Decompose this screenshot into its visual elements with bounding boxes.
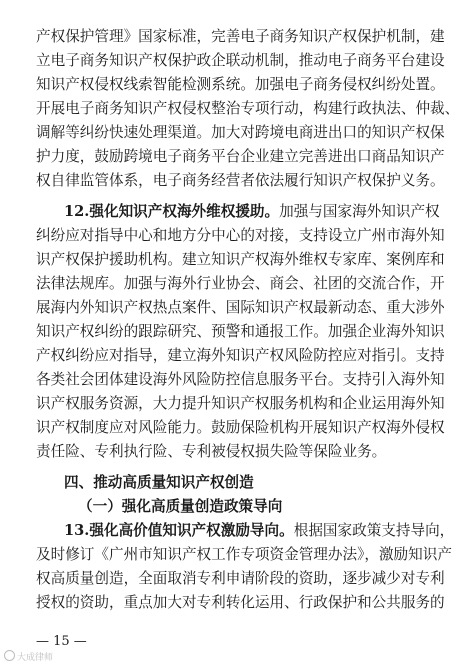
body-line: 各类社会团体建设海外风险防控信息服务平台。支持引入海外知 [36, 371, 445, 388]
body-line: 开展电子商务知识产权侵权整治专项行动，构建行政执法、仲裁、 [36, 100, 460, 117]
subsection-heading: （一）强化高质量创造政策导向 [78, 498, 283, 515]
body-line: 护力度，鼓励跨境电子商务平台企业建立完善进出口商品知识产 [36, 148, 445, 165]
body-line: 责任险、专利执行险、专利被侵权损失险等保险业务。 [36, 443, 387, 460]
body-line: 法律法规库。加强与海外行业协会、商会、社团的交流合作，开 [36, 275, 445, 292]
watermark-logo-icon [4, 650, 15, 661]
body-line: 识产权服务资源，大力提升知识产权服务机构和企业运用海外知 [36, 395, 445, 412]
body-line: 识产权保护援助机构。建立知识产权海外维权专家库、案例库和 [36, 251, 445, 268]
para-12-first-line [64, 201, 440, 223]
page-number: — 15 — [36, 634, 87, 649]
para-12-text: 加强与国家海外知识产权 [279, 203, 440, 220]
body-line: 权高质量创造，全面取消专利申请阶段的资助，逐步减少对专利 [36, 570, 445, 587]
watermark-text: 大成律师 [17, 653, 54, 663]
body-line: 知识产权纠纷的跟踪研究、预警和通报工作。加强企业海外知识 [36, 323, 445, 340]
para-13-heading: 13.强化高价值知识产权激励导向。 [64, 522, 294, 539]
para-12-heading: 12.强化知识产权海外维权援助。 [64, 203, 280, 220]
para-13-text: 根据国家政策支持导向， [293, 522, 455, 539]
body-line: 产权保护管理》国家标准，完善电子商务知识产权保护机制，建 [36, 28, 445, 45]
para-13-first-line [64, 520, 455, 542]
body-line: 展海内外知识产权热点案件、国际知识产权最新动态、重大涉外 [36, 299, 445, 316]
body-line: 纠纷应对指导中心和地方分中心的对接，支持设立广州市海外知 [36, 227, 445, 244]
body-line: 知识产权侵权线索智能检测系统。加强电子商务侵权纠纷处置。 [36, 76, 445, 93]
watermark [4, 650, 53, 663]
body-line: 产权纠纷应对指导，建立海外知识产权风险防控应对指引。支持 [36, 347, 445, 364]
body-line: 授权的资助，重点加大对专利转化运用、行政保护和公共服务的 [36, 594, 445, 611]
body-line: 权自律监管体系，电子商务经营者依法履行知识产权保护义务。 [36, 172, 445, 189]
body-line: 立电子商务知识产权保护政企联动机制，推动电子商务平台建设 [36, 52, 445, 69]
body-line: 调解等纠纷快速处理渠道。加大对跨境电商进出口的知识产权保 [36, 124, 445, 141]
body-line: 及时修订《广州市知识产权工作专项资金管理办法》，激励知识产 [36, 546, 452, 563]
section-heading: 四、推动高质量知识产权创造 [64, 474, 254, 491]
body-line: 识产权制度应对风险能力。鼓励保险机构开展知识产权海外侵权 [36, 419, 445, 436]
